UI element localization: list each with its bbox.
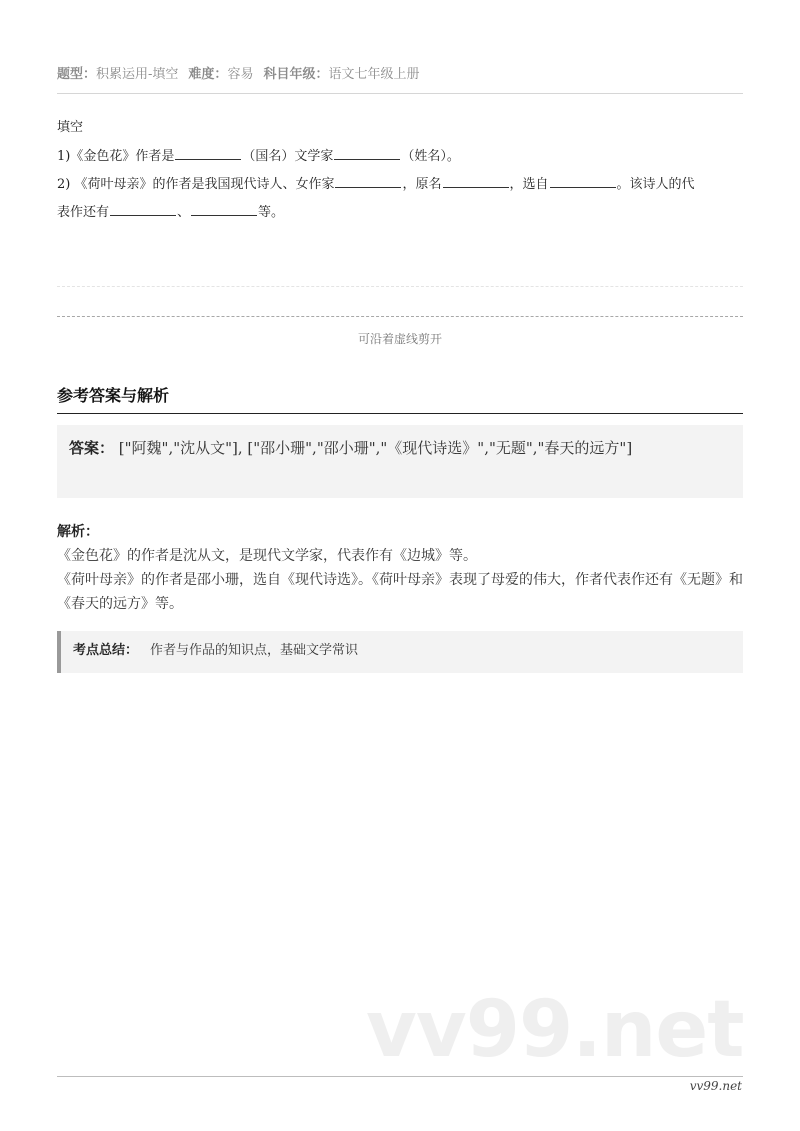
- q2-text-b: ，原名: [402, 177, 442, 192]
- question-item-1: [57, 142, 747, 171]
- answer-section-title: 参考答案与解析: [57, 383, 743, 414]
- footer-divider: [57, 1076, 743, 1077]
- answer-blank[interactable]: [443, 173, 509, 188]
- summary-label: 考点总结：: [73, 643, 139, 658]
- q2-text-f: 、: [177, 205, 191, 220]
- answer-blank[interactable]: [175, 145, 241, 160]
- answer-blank[interactable]: [191, 201, 257, 216]
- q1-text-a: 1)《金色花》作者是: [57, 149, 175, 164]
- answer-text: ["阿魏","沈从文"], ["邵小珊","邵小珊","《现代诗选》","无题","春天的远方"]: [118, 439, 633, 457]
- cut-line: [57, 316, 743, 317]
- analysis-line-2: 《荷叶母亲》的作者是邵小珊，选自《现代诗选》。《荷叶母亲》表现了母爱的伟大，作者代表作还有《无题》和《春天的远方》等。: [57, 572, 743, 612]
- footer-site: vv99.net: [689, 1079, 742, 1093]
- analysis-line-1: 《金色花》的作者是沈从文，是现代文学家，代表作有《边城》等。: [57, 548, 477, 564]
- answer-blank[interactable]: [110, 201, 176, 216]
- answer-blank[interactable]: [550, 173, 616, 188]
- difficulty-value: 容易: [227, 67, 254, 82]
- dashed-divider-light: [57, 286, 743, 287]
- answer-label: 答案：: [69, 439, 115, 457]
- watermark: vv99.net: [366, 985, 744, 1075]
- question-meta: [57, 63, 743, 82]
- answer-blank[interactable]: [334, 145, 400, 160]
- type-label: 题型：: [57, 67, 97, 82]
- answer-blank[interactable]: [335, 173, 401, 188]
- grade-label: 科目年级：: [263, 67, 329, 82]
- analysis-section: [57, 520, 747, 616]
- cut-instruction: 可沿着虚线剪开: [357, 332, 442, 346]
- type-value: 积累运用-填空: [96, 67, 179, 82]
- summary-text: 作者与作品的知识点，基础文学常识: [150, 643, 359, 658]
- header-divider: [57, 93, 743, 94]
- difficulty-label: 难度：: [188, 67, 228, 82]
- q2-text-g: 等。: [258, 205, 285, 220]
- q1-text-b: （国名）文学家: [242, 149, 334, 164]
- analysis-label: 解析：: [57, 524, 99, 540]
- q2-text-e: 表作还有: [57, 205, 110, 220]
- grade-value: 语文七年级上册: [328, 67, 420, 82]
- q2-text-c: ，选自: [509, 177, 549, 192]
- summary-box: [57, 631, 743, 673]
- q1-text-c: （姓名）。: [401, 149, 460, 164]
- question-body: [57, 113, 747, 227]
- q2-text-d: 。该诗人的代: [616, 177, 695, 192]
- answer-box: [57, 425, 743, 498]
- question-item-2: [57, 171, 747, 227]
- q2-text-a: 2) 《荷叶母亲》的作者是我国现代诗人、女作家: [57, 177, 335, 192]
- question-heading: 填空: [57, 120, 84, 135]
